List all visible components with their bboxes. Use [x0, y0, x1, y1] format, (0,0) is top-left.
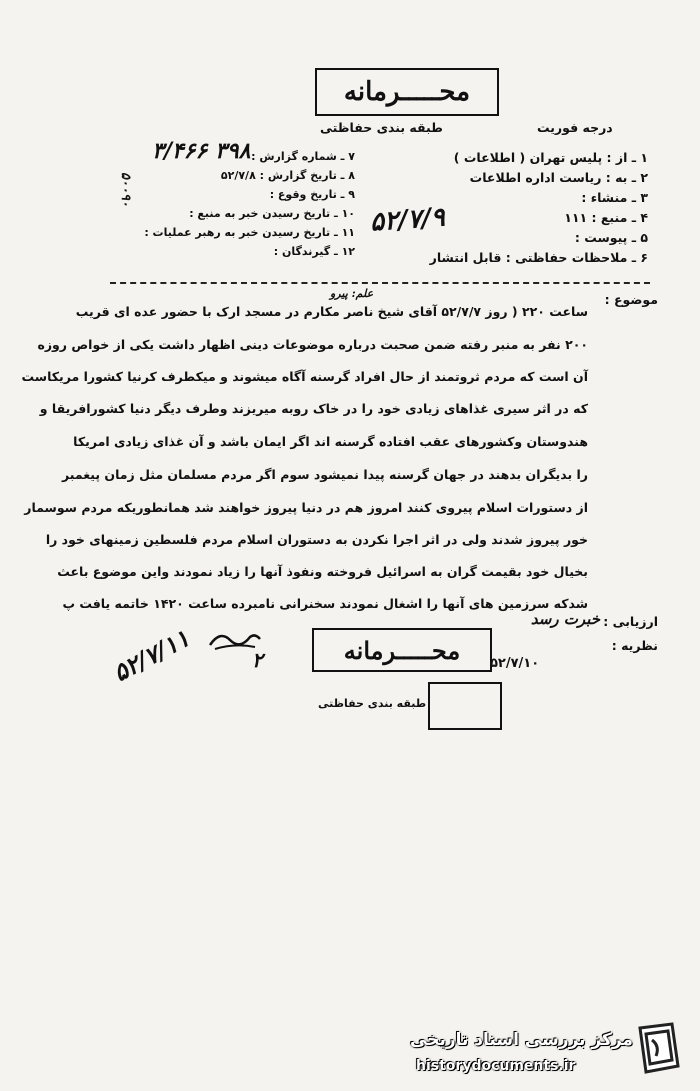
field-report-date: ۸ ـ تاریخ گزارش : ۵۲/۷/۸	[220, 169, 355, 182]
body-line: از دستورات اسلام پیروی کنند امروز هم در دنیا پیروز خواهند شد همانطوریکه مردم سوسمار	[24, 500, 588, 515]
opinion-date: ۵۲/۷/۱۰	[490, 656, 540, 671]
handwritten-report-number: ۳/۴۶۶ ۳۹۸	[152, 138, 251, 164]
opinion-label: نظریه :	[611, 638, 658, 653]
field-occurrence-date: ۹ ـ تاریخ وقوع :	[269, 188, 355, 201]
signature-scribble	[205, 625, 265, 655]
archive-logo-icon	[632, 1020, 684, 1076]
field-to: ۲ ـ به : ریاست اداره اطلاعات	[469, 170, 648, 185]
header-fields-left	[135, 150, 355, 264]
body-line: بخیال خود بقیمت گران به اسرائیل فروخته ونفوذ آنها را زیاد نمودند واین موضوع باعث	[57, 564, 588, 579]
classification-stamp-top: محـــــرمانه	[315, 68, 499, 116]
footer-org-name: مرکز بررسی اسناد تاریخی	[410, 1030, 633, 1050]
body-line: آن است که مردم ثروتمند از حال افراد گرسنه آگاه میشوند و میکطرف کرنیا کشورا مریکاست	[21, 369, 588, 384]
handwritten-mark: ۲	[252, 648, 263, 672]
classification-box-bottom	[428, 682, 502, 730]
body-line: ساعت ۲۲۰ ( روز ۵۲/۷/۷ آقای شیخ ناصر مکارم در مسجد ارک با حضور عده ای قریب	[75, 304, 588, 319]
field-security-notes: ۶ ـ ملاحظات حفاظتی : قابل انتشار	[429, 250, 648, 265]
body-line: را بدیگران بدهند در جهان گرسنه پیدا نمیشود سوم اگر مردم مسلمان مثل زمان پیغمبر	[61, 467, 588, 482]
handwritten-signature: ۵۲/۷/۱۱	[108, 623, 195, 688]
header-divider	[110, 282, 650, 284]
field-report-number: ۷ ـ شماره گزارش :	[251, 150, 355, 163]
body-line: ۲۰۰ نفر به منبر رفته ضمن صحبت درباره موضوعات دینی اظهار داشت یکی از خواص روزه	[37, 337, 588, 352]
classification-label-top: طبقه بندی حفاظتی	[320, 120, 443, 135]
priority-label: درجه فوریت	[537, 120, 613, 135]
handwritten-date: ۵۲/۷/۹	[369, 202, 446, 238]
subject-label: موضوع :	[604, 292, 658, 307]
footer-branding	[410, 1010, 690, 1090]
body-line: خور پیروز شدند ولی در اثر اجرا نکردن به دستوران اسلام مردم فلسطین زمینهای خود را	[45, 532, 588, 547]
field-from: ۱ ـ از : پلیس تهران ( اطلاعات )	[453, 150, 648, 165]
assessment-label: ارزیابی :	[603, 614, 658, 629]
classification-label-bottom: طبقه بندی حفاظتی	[318, 697, 427, 710]
body-line: هندوستان وکشورهای عقب افتاده گرسنه اند اگر ایمان باشد و آن غذای زیادی امریکا	[73, 434, 588, 449]
body-line: شدکه سرزمین های آنها را اشغال نمودند سخنرانی نامبرده ساعت ۱۴۲۰ خاتمه یافت پ	[62, 596, 588, 611]
field-recipients: ۱۲ ـ گیرندگان :	[273, 245, 355, 258]
handwritten-side-note: ۵۰۰۹۰	[118, 172, 133, 207]
body-line: که در اثر سیری غذاهای زیادی خود را در خاک روبه میریزند وطرف دیگر دنیا کشورافریقا و	[39, 401, 588, 416]
classification-stamp-bottom: محـــــرمانه	[312, 628, 492, 672]
field-operations-received-date: ۱۱ ـ تاریخ رسیدن خبر به رهبر عملیات :	[144, 226, 355, 239]
subject-annotation: علم: پیرو	[330, 287, 374, 300]
field-source-received-date: ۱۰ ـ تاریخ رسیدن خبر به منبع :	[189, 207, 355, 220]
field-origin: ۳ ـ منشاء :	[581, 190, 648, 205]
field-attachment: ۵ ـ پیوست :	[574, 230, 648, 245]
header-fields-right	[408, 150, 648, 270]
field-source: ۴ ـ منبع : ۱۱۱	[564, 210, 648, 225]
footer-url: historydocuments.ir	[416, 1058, 576, 1074]
assessment-value: خبرت رسد	[530, 610, 600, 628]
